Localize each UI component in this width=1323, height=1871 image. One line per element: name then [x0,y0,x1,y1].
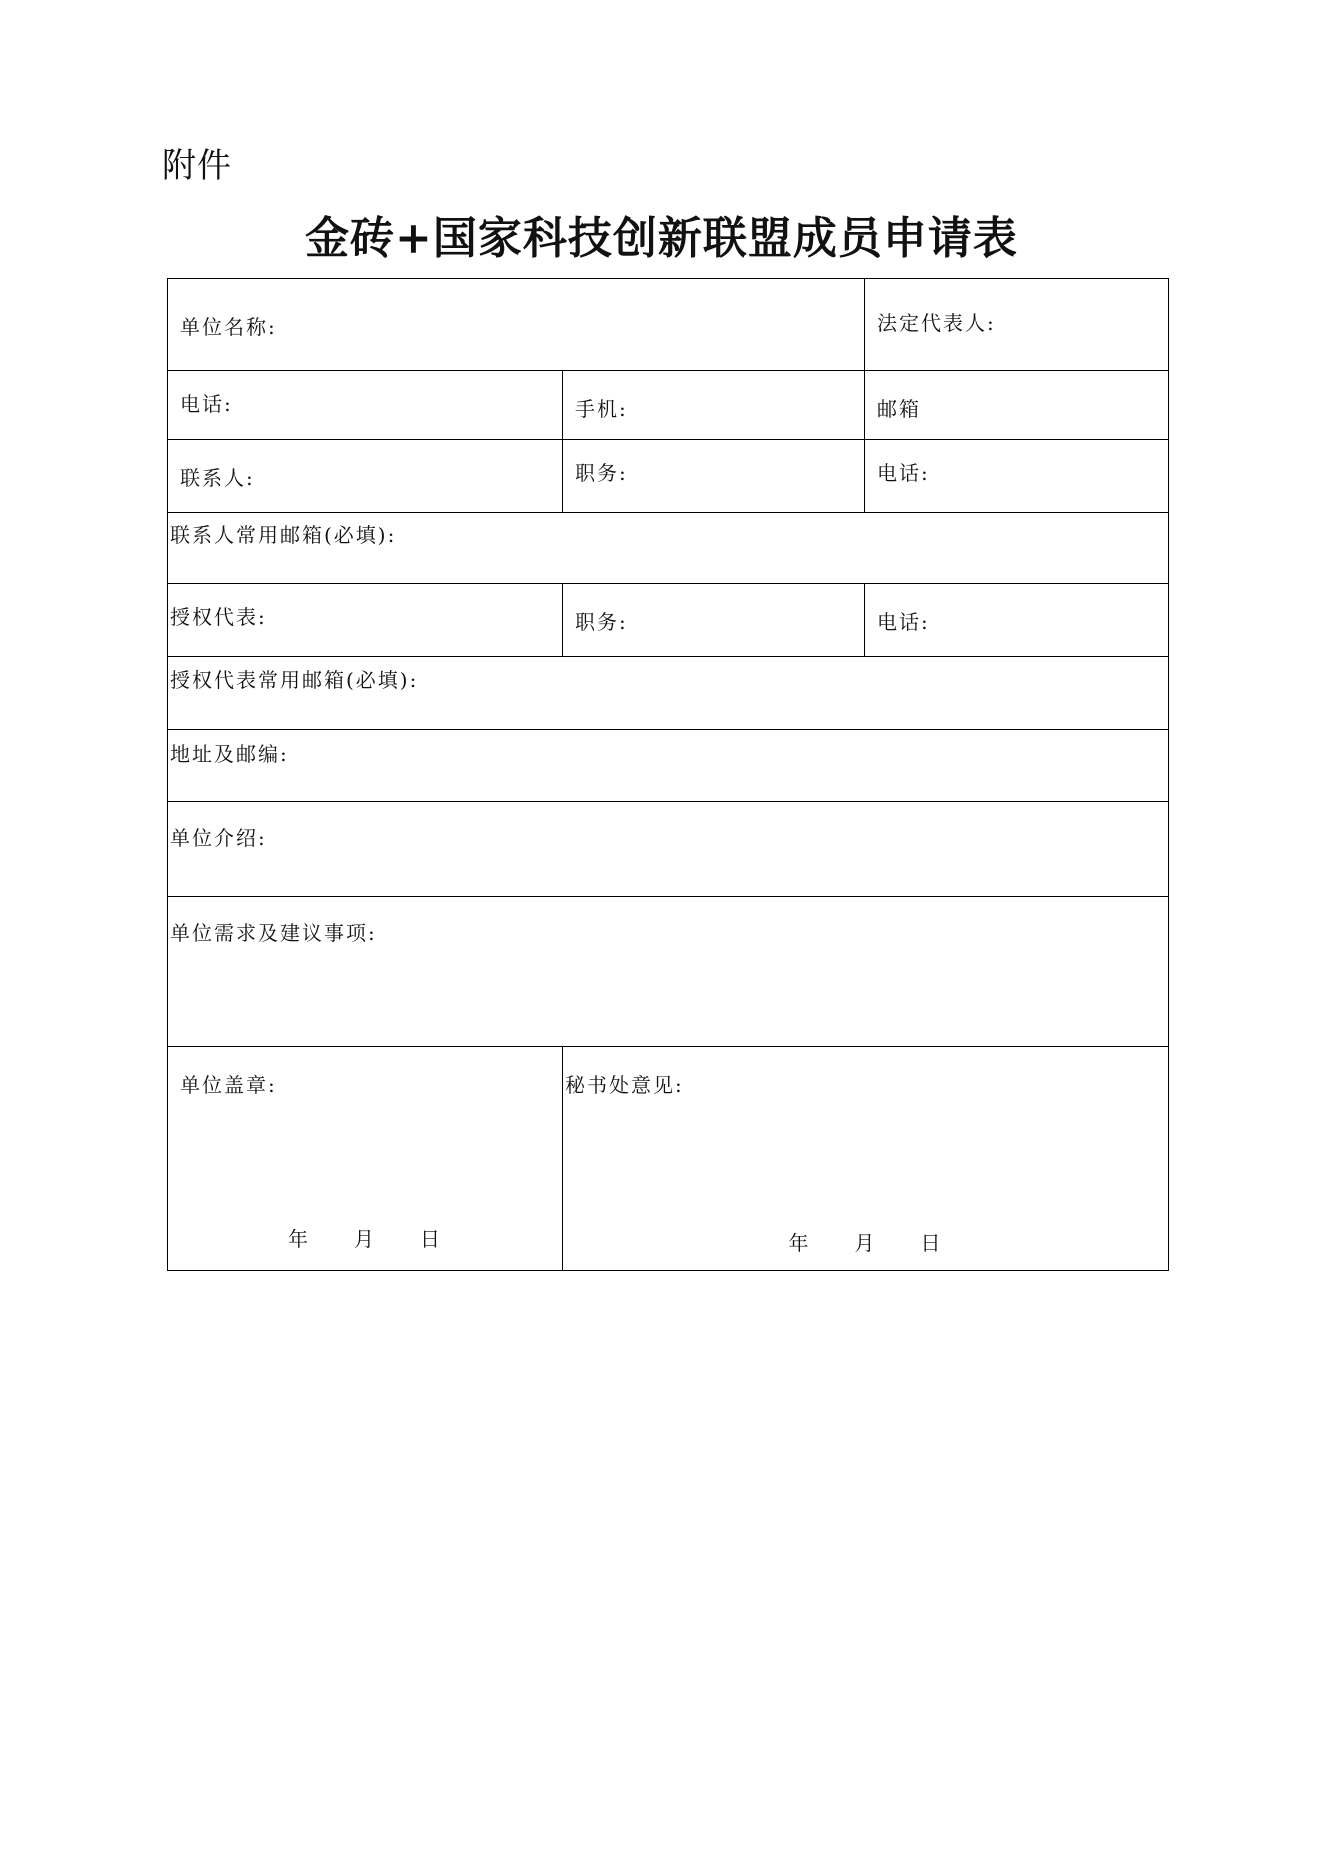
address-field[interactable] [168,730,1169,802]
unit-name-field[interactable] [168,279,865,371]
attachment-label: 附件 [162,146,232,186]
mobile-label: 手机: [575,397,628,421]
row-seal [168,1047,1169,1271]
secretariat-field[interactable] [563,1047,1169,1271]
contact-person-label: 联系人: [180,466,255,490]
seal-field[interactable] [168,1047,563,1271]
unit-name-label: 单位名称: [180,315,277,339]
phone-label: 电话: [180,392,233,416]
row-phone [168,371,1169,440]
legal-rep-field[interactable] [865,279,1169,371]
row-auth-email [168,657,1169,730]
secretariat-date-year: 年 [788,1231,811,1255]
contact-email-field[interactable] [168,513,1169,584]
intro-field[interactable] [168,802,1169,897]
seal-date-day: 日 [420,1227,442,1251]
application-form [167,278,1169,1271]
phone-field[interactable] [168,371,563,440]
email-label: 邮箱 [877,397,922,421]
auth-position-label: 职务: [575,610,628,634]
auth-email-label: 授权代表常用邮箱(必填): [170,668,419,692]
row-address [168,730,1169,802]
row-contact [168,440,1169,513]
needs-label: 单位需求及建议事项: [170,921,377,945]
contact-position-field[interactable] [563,440,865,513]
row-auth [168,584,1169,657]
secretariat-date-day: 日 [920,1231,943,1255]
seal-date-year: 年 [288,1227,310,1251]
seal-date [168,1223,562,1252]
auth-email-field[interactable] [168,657,1169,730]
mobile-field[interactable] [563,371,865,440]
contact-phone-label: 电话: [877,461,930,485]
contact-email-label: 联系人常用邮箱(必填): [170,523,397,547]
needs-field[interactable] [168,897,1169,1047]
row-unit [168,279,1169,371]
intro-label: 单位介绍: [170,826,267,850]
auth-position-field[interactable] [563,584,865,657]
contact-position-label: 职务: [575,461,628,485]
row-contact-email [168,513,1169,584]
auth-phone-label: 电话: [877,610,930,634]
row-intro [168,802,1169,897]
address-label: 地址及邮编: [170,742,289,766]
page-title: 金砖+国家科技创新联盟成员申请表 [305,213,1018,264]
seal-label: 单位盖章: [180,1073,277,1097]
auth-rep-field[interactable] [168,584,563,657]
legal-rep-label: 法定代表人: [877,311,996,335]
secretariat-date-month: 月 [854,1231,877,1255]
auth-rep-label: 授权代表: [170,605,267,629]
secretariat-label: 秘书处意见: [565,1073,684,1097]
email-field[interactable] [865,371,1169,440]
contact-person-field[interactable] [168,440,563,513]
seal-date-month: 月 [354,1227,376,1251]
row-needs [168,897,1169,1047]
secretariat-date [563,1227,1168,1256]
contact-phone-field[interactable] [865,440,1169,513]
auth-phone-field[interactable] [865,584,1169,657]
